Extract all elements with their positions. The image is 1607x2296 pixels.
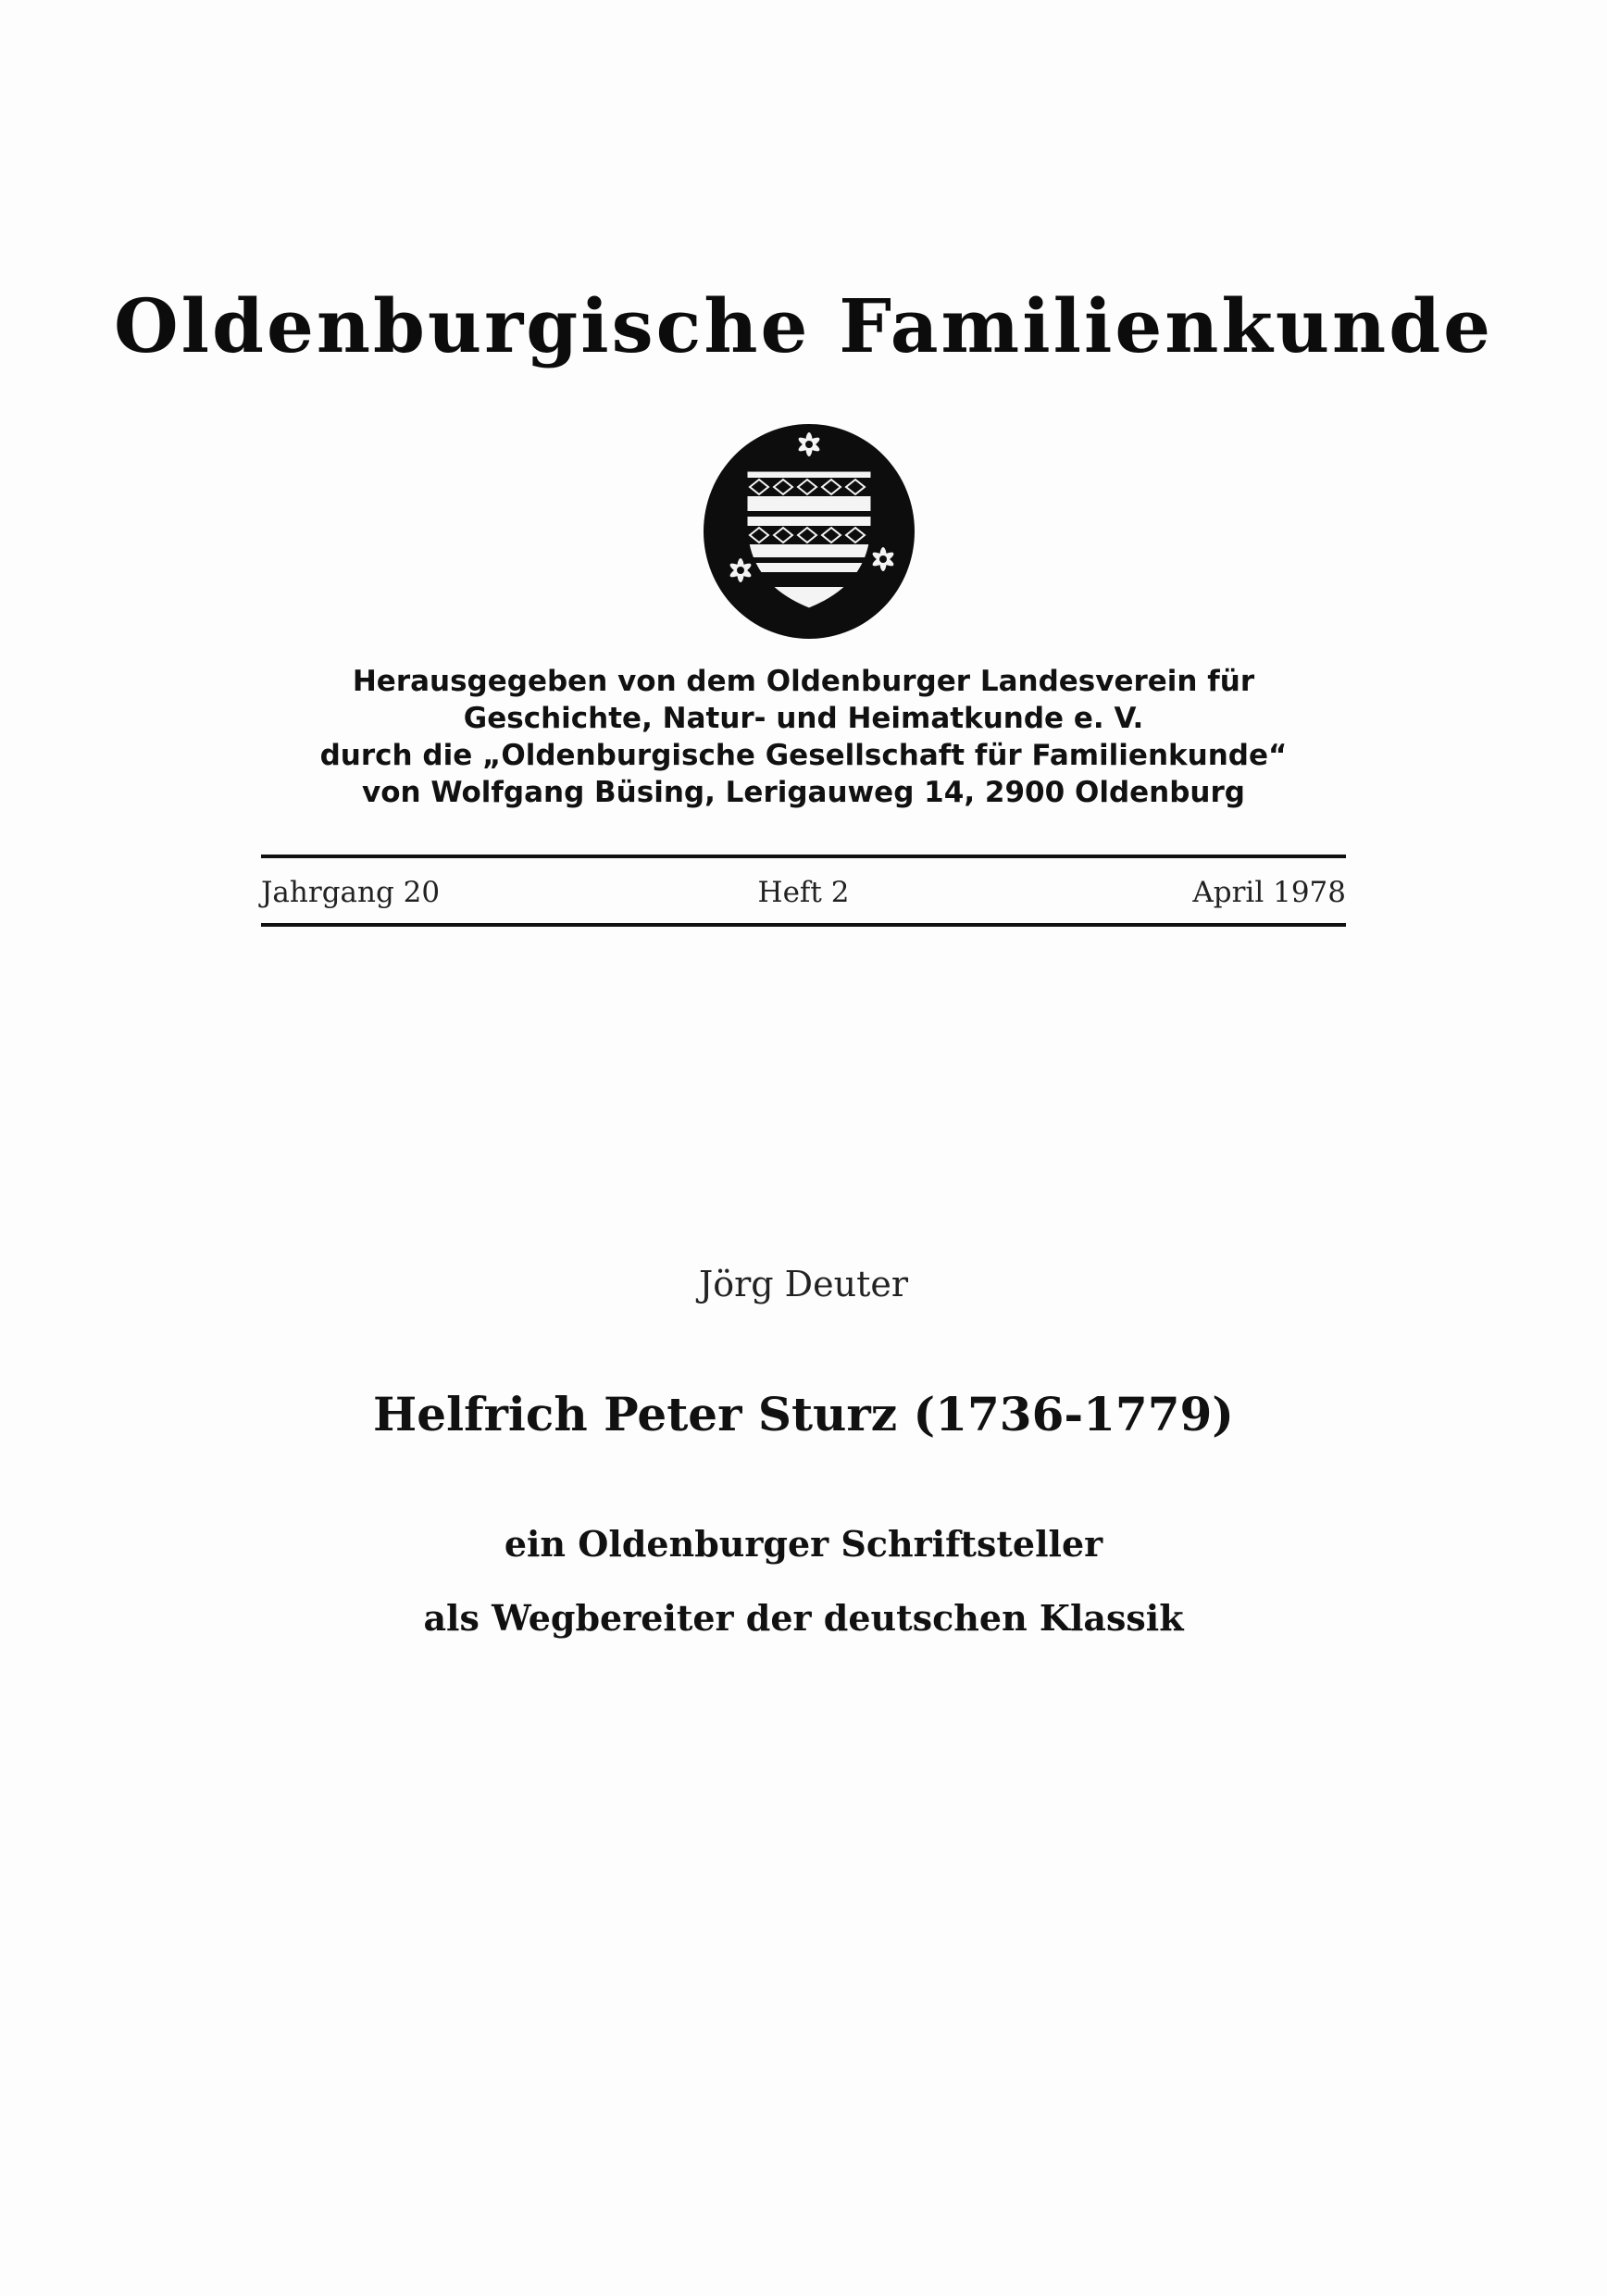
issue-number: Heft 2: [757, 876, 850, 909]
publisher-line: von Wolfgang Büsing, Lerigauweg 14, 2900 Oldenburg: [362, 776, 1245, 809]
publisher-line: durch die „Oldenburgische Gesellschaft für Familienkunde“: [319, 739, 1288, 772]
journal-title: Oldenburgische Familienkunde: [113, 282, 1494, 369]
issue-date: April 1978: [1192, 876, 1346, 909]
issue-info: [261, 874, 1346, 911]
divider-top: [261, 855, 1346, 858]
crest-logo: [702, 422, 916, 641]
publisher-line: Herausgegeben von dem Oldenburger Landesverein für: [352, 665, 1255, 698]
volume-label: Jahrgang 20: [261, 876, 441, 909]
article-subtitle-line: als Wegbereiter der deutschen Klassik: [423, 1597, 1184, 1639]
article-title: Helfrich Peter Sturz (1736-1779): [373, 1387, 1234, 1441]
divider-bottom: [261, 923, 1346, 927]
publisher-line: Geschichte, Natur- und Heimatkunde e. V.: [463, 702, 1144, 735]
article-subtitle-line: ein Oldenburger Schriftsteller: [504, 1523, 1103, 1565]
publisher-statement: [0, 663, 1607, 811]
author-name: Jörg Deuter: [698, 1264, 909, 1304]
